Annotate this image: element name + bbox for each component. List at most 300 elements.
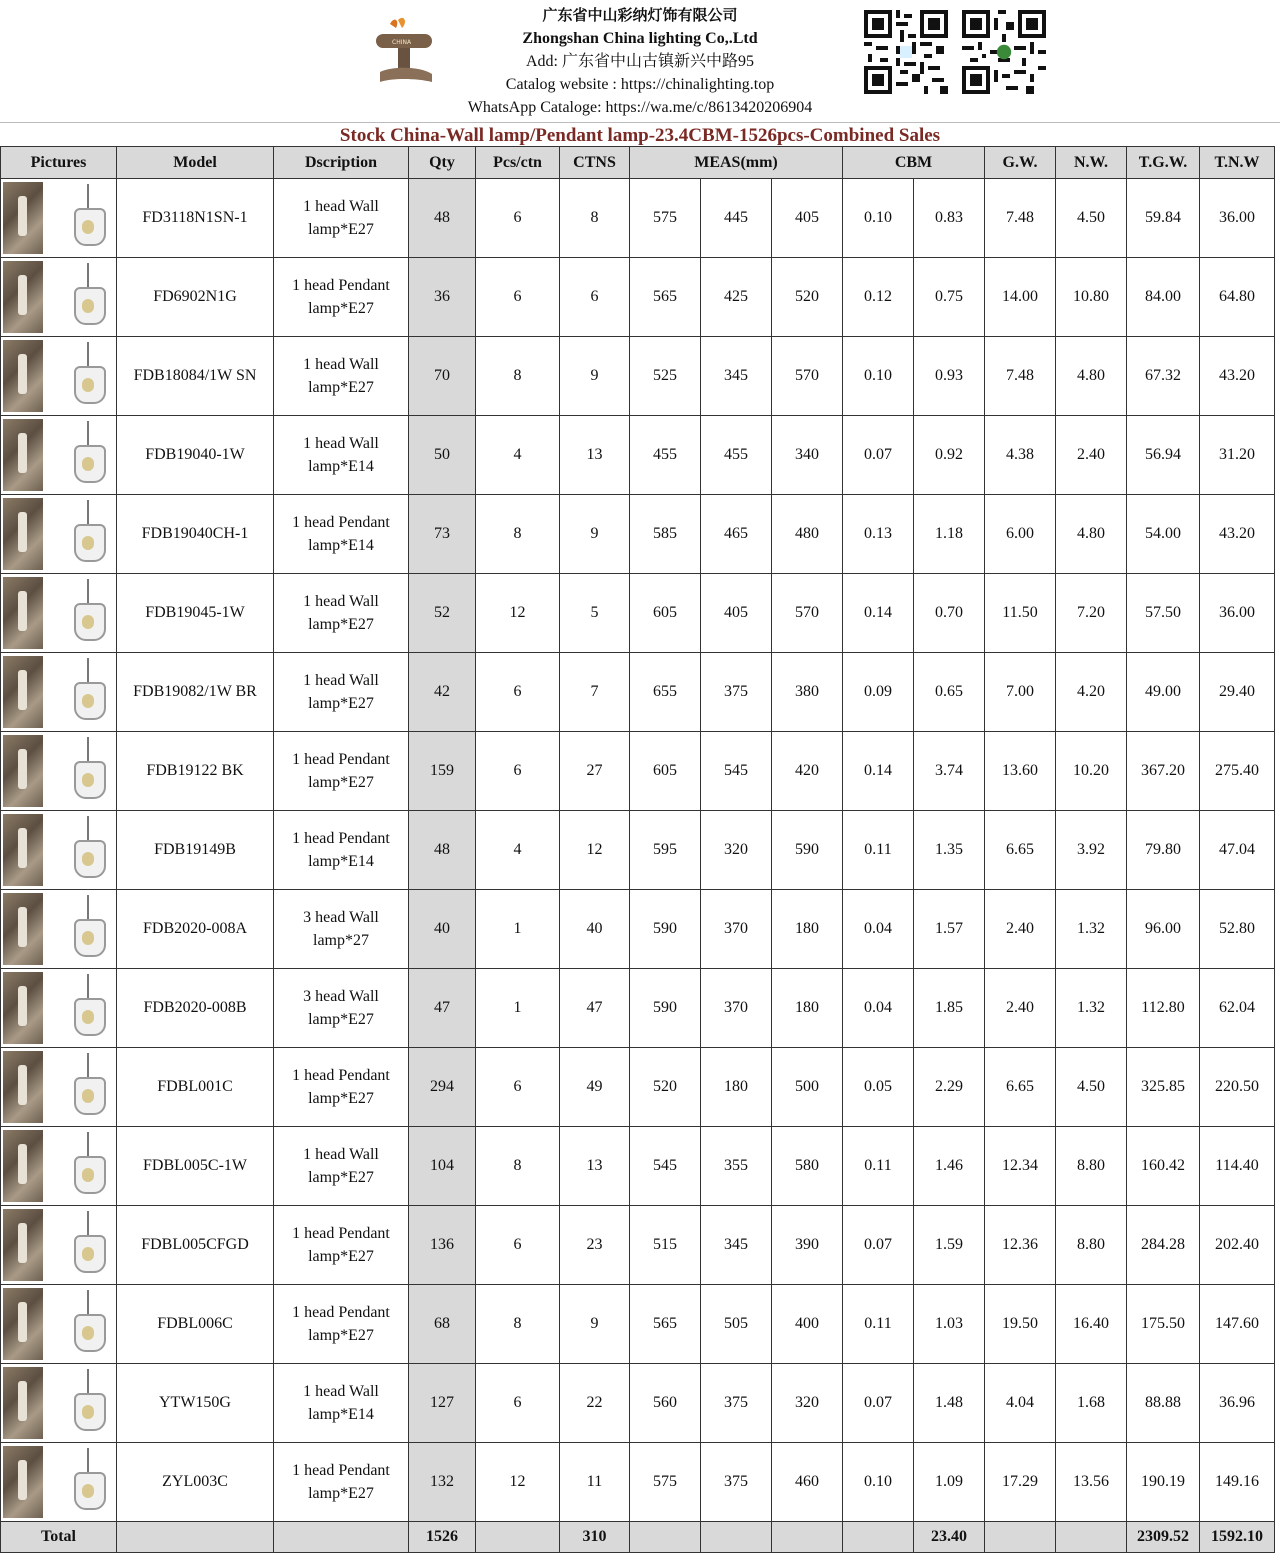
ctns-cell: 12 xyxy=(560,811,630,890)
ctns-cell: 5 xyxy=(560,574,630,653)
meas-width-cell: 375 xyxy=(701,1443,772,1522)
col-header-cbm: CBM xyxy=(843,147,985,179)
total-gross-weight-cell: 79.80 xyxy=(1127,811,1200,890)
catalog-website[interactable]: Catalog website : https://chinalighting.top xyxy=(505,76,775,93)
gross-weight-cell: 11.50 xyxy=(985,574,1056,653)
header-row xyxy=(1,147,1275,179)
qty-cell: 68 xyxy=(409,1285,476,1364)
description-line: lamp*E14 xyxy=(308,853,374,870)
net-weight-cell: 1.32 xyxy=(1056,890,1127,969)
model-cell: FDBL001C xyxy=(117,1048,274,1127)
col-header-ctns: CTNS xyxy=(560,147,630,179)
total-gross-weight-cell: 160.42 xyxy=(1127,1127,1200,1206)
description-line: lamp*E14 xyxy=(308,1406,374,1423)
description-cell xyxy=(274,1206,409,1285)
meas-height-cell: 340 xyxy=(772,416,843,495)
cbm-per-ctn-cell: 0.10 xyxy=(843,1443,914,1522)
description-line: lamp*27 xyxy=(313,932,369,949)
meas-width-cell: 405 xyxy=(701,574,772,653)
qty-cell: 159 xyxy=(409,732,476,811)
total-gross-weight-cell: 49.00 xyxy=(1127,653,1200,732)
table-row xyxy=(1,574,1275,653)
pictures-cell xyxy=(1,1285,117,1364)
description-line: 1 head Pendant xyxy=(292,1225,390,1242)
cbm-per-ctn-cell: 0.11 xyxy=(843,1285,914,1364)
cbm-total-cell: 1.57 xyxy=(914,890,985,969)
cbm-total-cell: 1.46 xyxy=(914,1127,985,1206)
ctns-cell: 9 xyxy=(560,1285,630,1364)
description-line: lamp*E27 xyxy=(308,1485,374,1502)
model-cell: FDBL005CFGD xyxy=(117,1206,274,1285)
ctns-cell: 9 xyxy=(560,495,630,574)
total-cbm: 23.40 xyxy=(914,1522,985,1553)
description-cell xyxy=(274,1127,409,1206)
table-row xyxy=(1,1048,1275,1127)
gross-weight-cell: 6.65 xyxy=(985,1048,1056,1127)
product-photo xyxy=(62,182,114,254)
net-weight-cell: 7.20 xyxy=(1056,574,1127,653)
gross-weight-cell: 7.00 xyxy=(985,653,1056,732)
pictures-cell xyxy=(1,811,117,890)
pcs-per-ctn-cell: 6 xyxy=(476,1364,560,1443)
meas-width-cell: 180 xyxy=(701,1048,772,1127)
cbm-total-cell: 1.48 xyxy=(914,1364,985,1443)
pictures-cell xyxy=(1,1127,117,1206)
cbm-per-ctn-cell: 0.04 xyxy=(843,890,914,969)
pcs-per-ctn-cell: 8 xyxy=(476,1127,560,1206)
qty-cell: 40 xyxy=(409,890,476,969)
description-cell xyxy=(274,1443,409,1522)
room-photo xyxy=(3,182,43,254)
product-photo xyxy=(62,1209,114,1281)
pcs-per-ctn-cell: 8 xyxy=(476,495,560,574)
meas-width-cell: 370 xyxy=(701,969,772,1048)
total-net-weight-cell: 31.20 xyxy=(1200,416,1275,495)
table-row xyxy=(1,258,1275,337)
col-header-description: Dscription xyxy=(274,147,409,179)
table-row xyxy=(1,890,1275,969)
meas-height-cell: 420 xyxy=(772,732,843,811)
table-row xyxy=(1,1364,1275,1443)
cbm-per-ctn-cell: 0.10 xyxy=(843,337,914,416)
room-photo xyxy=(3,340,43,412)
company-name-cn: 广东省中山彩纳灯饰有限公司 xyxy=(542,6,738,24)
total-label: Total xyxy=(1,1522,117,1553)
pcs-per-ctn-cell: 4 xyxy=(476,811,560,890)
room-photo xyxy=(3,656,43,728)
total-gross-weight-cell: 56.94 xyxy=(1127,416,1200,495)
room-photo xyxy=(3,893,43,965)
company-name-en: Zhongshan China lighting Co,.Ltd xyxy=(522,30,758,47)
description-line: 1 head Pendant xyxy=(292,1304,390,1321)
gross-weight-cell: 6.65 xyxy=(985,811,1056,890)
qty-cell: 50 xyxy=(409,416,476,495)
description-cell xyxy=(274,890,409,969)
cbm-total-cell: 0.93 xyxy=(914,337,985,416)
description-line: lamp*E27 xyxy=(308,1090,374,1107)
meas-length-cell: 575 xyxy=(630,1443,701,1522)
description-cell xyxy=(274,416,409,495)
description-line: lamp*E27 xyxy=(308,695,374,712)
whatsapp-catalog[interactable]: WhatsApp Cataloge: https://wa.me/c/8613420206904 xyxy=(467,99,813,116)
table-row xyxy=(1,495,1275,574)
description-line: 1 head Wall xyxy=(303,672,379,689)
meas-width-cell: 355 xyxy=(701,1127,772,1206)
total-net-weight-cell: 62.04 xyxy=(1200,969,1275,1048)
meas-height-cell: 320 xyxy=(772,1364,843,1443)
product-photo xyxy=(62,577,114,649)
col-header-tgw: T.G.W. xyxy=(1127,147,1200,179)
gross-weight-cell: 19.50 xyxy=(985,1285,1056,1364)
net-weight-cell: 4.80 xyxy=(1056,337,1127,416)
cbm-total-cell: 1.18 xyxy=(914,495,985,574)
model-cell: FDB19149B xyxy=(117,811,274,890)
total-net-weight-cell: 202.40 xyxy=(1200,1206,1275,1285)
gross-weight-cell: 6.00 xyxy=(985,495,1056,574)
cbm-per-ctn-cell: 0.07 xyxy=(843,1206,914,1285)
qty-cell: 42 xyxy=(409,653,476,732)
description-line: lamp*E27 xyxy=(308,221,374,238)
gross-weight-cell: 4.38 xyxy=(985,416,1056,495)
total-gross-weight-cell: 84.00 xyxy=(1127,258,1200,337)
col-header-gw: G.W. xyxy=(985,147,1056,179)
cbm-per-ctn-cell: 0.13 xyxy=(843,495,914,574)
pictures-cell xyxy=(1,1443,117,1522)
room-photo xyxy=(3,1367,43,1439)
cbm-total-cell: 0.65 xyxy=(914,653,985,732)
description-cell xyxy=(274,337,409,416)
meas-length-cell: 565 xyxy=(630,258,701,337)
net-weight-cell: 10.20 xyxy=(1056,732,1127,811)
cbm-per-ctn-cell: 0.10 xyxy=(843,179,914,258)
ctns-cell: 6 xyxy=(560,258,630,337)
meas-width-cell: 445 xyxy=(701,179,772,258)
total-net-weight-cell: 149.16 xyxy=(1200,1443,1275,1522)
room-photo xyxy=(3,498,43,570)
table-row xyxy=(1,1206,1275,1285)
product-photo xyxy=(62,1051,114,1123)
pictures-cell xyxy=(1,1048,117,1127)
total-gross-weight-cell: 175.50 xyxy=(1127,1285,1200,1364)
meas-width-cell: 345 xyxy=(701,1206,772,1285)
cbm-total-cell: 1.85 xyxy=(914,969,985,1048)
cbm-total-cell: 3.74 xyxy=(914,732,985,811)
qr-code-icon xyxy=(962,10,1046,94)
total-net-weight-cell: 36.00 xyxy=(1200,179,1275,258)
meas-width-cell: 345 xyxy=(701,337,772,416)
net-weight-cell: 3.92 xyxy=(1056,811,1127,890)
gross-weight-cell: 12.34 xyxy=(985,1127,1056,1206)
total-gross-weight-cell: 367.20 xyxy=(1127,732,1200,811)
total-ctns: 310 xyxy=(560,1522,630,1553)
ctns-cell: 9 xyxy=(560,337,630,416)
cbm-total-cell: 1.59 xyxy=(914,1206,985,1285)
gross-weight-cell: 2.40 xyxy=(985,969,1056,1048)
cbm-total-cell: 1.35 xyxy=(914,811,985,890)
total-net-weight-cell: 36.00 xyxy=(1200,574,1275,653)
sheet-title: Stock China-Wall lamp/Pendant lamp-23.4CBM-1526pcs-Combined Sales xyxy=(0,122,1280,147)
net-weight-cell: 13.56 xyxy=(1056,1443,1127,1522)
product-photo xyxy=(62,1367,114,1439)
total-net-weight-cell: 47.04 xyxy=(1200,811,1275,890)
cbm-per-ctn-cell: 0.05 xyxy=(843,1048,914,1127)
table-row xyxy=(1,337,1275,416)
room-photo xyxy=(3,1446,43,1518)
description-cell xyxy=(274,811,409,890)
room-photo xyxy=(3,735,43,807)
stock-table xyxy=(0,146,1275,1553)
ctns-cell: 13 xyxy=(560,416,630,495)
model-cell: FDBL006C xyxy=(117,1285,274,1364)
total-gross-weight-cell: 284.28 xyxy=(1127,1206,1200,1285)
pcs-per-ctn-cell: 6 xyxy=(476,179,560,258)
total-gross-weight-cell: 54.00 xyxy=(1127,495,1200,574)
gross-weight-cell: 7.48 xyxy=(985,337,1056,416)
cbm-per-ctn-cell: 0.14 xyxy=(843,574,914,653)
ctns-cell: 7 xyxy=(560,653,630,732)
product-photo xyxy=(62,1446,114,1518)
pcs-per-ctn-cell: 6 xyxy=(476,732,560,811)
description-cell xyxy=(274,1048,409,1127)
meas-height-cell: 390 xyxy=(772,1206,843,1285)
cbm-total-cell: 0.92 xyxy=(914,416,985,495)
qty-cell: 48 xyxy=(409,179,476,258)
description-cell xyxy=(274,1364,409,1443)
ctns-cell: 13 xyxy=(560,1127,630,1206)
description-line: 1 head Pendant xyxy=(292,514,390,531)
product-photo xyxy=(62,656,114,728)
total-net-weight-cell: 29.40 xyxy=(1200,653,1275,732)
pcs-per-ctn-cell: 8 xyxy=(476,337,560,416)
gross-weight-cell: 12.36 xyxy=(985,1206,1056,1285)
total-net-weight-cell: 64.80 xyxy=(1200,258,1275,337)
table-row xyxy=(1,1285,1275,1364)
description-line: 1 head Pendant xyxy=(292,830,390,847)
meas-length-cell: 520 xyxy=(630,1048,701,1127)
product-photo xyxy=(62,814,114,886)
pictures-cell xyxy=(1,1364,117,1443)
qty-cell: 52 xyxy=(409,574,476,653)
description-line: lamp*E27 xyxy=(308,774,374,791)
pcs-per-ctn-cell: 6 xyxy=(476,1206,560,1285)
pcs-per-ctn-cell: 4 xyxy=(476,416,560,495)
gross-weight-cell: 4.04 xyxy=(985,1364,1056,1443)
total-row xyxy=(1,1522,1275,1553)
product-photo xyxy=(62,340,114,412)
description-cell xyxy=(274,179,409,258)
pictures-cell xyxy=(1,890,117,969)
description-line: lamp*E27 xyxy=(308,300,374,317)
net-weight-cell: 10.80 xyxy=(1056,258,1127,337)
model-cell: FD6902N1G xyxy=(117,258,274,337)
meas-width-cell: 425 xyxy=(701,258,772,337)
meas-height-cell: 460 xyxy=(772,1443,843,1522)
total-gross-weight-cell: 57.50 xyxy=(1127,574,1200,653)
meas-length-cell: 605 xyxy=(630,732,701,811)
meas-length-cell: 585 xyxy=(630,495,701,574)
col-header-pictures: Pictures xyxy=(1,147,117,179)
description-line: 1 head Wall xyxy=(303,435,379,452)
description-line: lamp*E14 xyxy=(308,458,374,475)
cbm-per-ctn-cell: 0.14 xyxy=(843,732,914,811)
net-weight-cell: 8.80 xyxy=(1056,1206,1127,1285)
description-line: 1 head Wall xyxy=(303,593,379,610)
qty-cell: 136 xyxy=(409,1206,476,1285)
description-line: lamp*E27 xyxy=(308,1327,374,1344)
meas-width-cell: 545 xyxy=(701,732,772,811)
meas-width-cell: 320 xyxy=(701,811,772,890)
qty-cell: 70 xyxy=(409,337,476,416)
room-photo xyxy=(3,261,43,333)
total-net-weight-cell: 114.40 xyxy=(1200,1127,1275,1206)
meas-length-cell: 560 xyxy=(630,1364,701,1443)
qty-cell: 132 xyxy=(409,1443,476,1522)
total-net-weight-cell: 220.50 xyxy=(1200,1048,1275,1127)
gross-weight-cell: 13.60 xyxy=(985,732,1056,811)
model-cell: ZYL003C xyxy=(117,1443,274,1522)
ctns-cell: 47 xyxy=(560,969,630,1048)
description-line: 1 head Wall xyxy=(303,198,379,215)
total-gross-weight-cell: 325.85 xyxy=(1127,1048,1200,1127)
table-row xyxy=(1,1443,1275,1522)
meas-length-cell: 595 xyxy=(630,811,701,890)
ctns-cell: 8 xyxy=(560,179,630,258)
model-cell: FDB19082/1W BR xyxy=(117,653,274,732)
cbm-total-cell: 0.70 xyxy=(914,574,985,653)
description-line: lamp*E27 xyxy=(308,1169,374,1186)
pcs-per-ctn-cell: 12 xyxy=(476,1443,560,1522)
meas-height-cell: 180 xyxy=(772,969,843,1048)
model-cell: FDBL005C-1W xyxy=(117,1127,274,1206)
cbm-total-cell: 0.83 xyxy=(914,179,985,258)
cbm-per-ctn-cell: 0.07 xyxy=(843,416,914,495)
meas-width-cell: 370 xyxy=(701,890,772,969)
meas-length-cell: 655 xyxy=(630,653,701,732)
room-photo xyxy=(3,1130,43,1202)
pictures-cell xyxy=(1,1206,117,1285)
qty-cell: 36 xyxy=(409,258,476,337)
table-row xyxy=(1,732,1275,811)
room-photo xyxy=(3,972,43,1044)
col-header-nw: N.W. xyxy=(1056,147,1127,179)
pcs-per-ctn-cell: 1 xyxy=(476,890,560,969)
description-line: 3 head Wall xyxy=(303,909,379,926)
meas-length-cell: 545 xyxy=(630,1127,701,1206)
cbm-per-ctn-cell: 0.04 xyxy=(843,969,914,1048)
meas-length-cell: 525 xyxy=(630,337,701,416)
company-address: Add: 广东省中山古镇新兴中路95 xyxy=(525,53,754,70)
pcs-per-ctn-cell: 12 xyxy=(476,574,560,653)
cbm-per-ctn-cell: 0.12 xyxy=(843,258,914,337)
product-photo xyxy=(62,1288,114,1360)
ctns-cell: 27 xyxy=(560,732,630,811)
meas-height-cell: 520 xyxy=(772,258,843,337)
product-photo xyxy=(62,498,114,570)
description-cell xyxy=(274,732,409,811)
description-cell xyxy=(274,969,409,1048)
gross-weight-cell: 7.48 xyxy=(985,179,1056,258)
net-weight-cell: 4.20 xyxy=(1056,653,1127,732)
table-row xyxy=(1,811,1275,890)
qty-cell: 294 xyxy=(409,1048,476,1127)
meas-height-cell: 480 xyxy=(772,495,843,574)
model-cell: FDB19040CH-1 xyxy=(117,495,274,574)
meas-width-cell: 465 xyxy=(701,495,772,574)
product-photo xyxy=(62,735,114,807)
description-line: lamp*E27 xyxy=(308,379,374,396)
gross-weight-cell: 14.00 xyxy=(985,258,1056,337)
cbm-total-cell: 1.03 xyxy=(914,1285,985,1364)
meas-width-cell: 375 xyxy=(701,1364,772,1443)
model-cell: FDB19122 BK xyxy=(117,732,274,811)
table-row xyxy=(1,1127,1275,1206)
meas-height-cell: 405 xyxy=(772,179,843,258)
pictures-cell xyxy=(1,732,117,811)
total-gross-weight-cell: 88.88 xyxy=(1127,1364,1200,1443)
table-row xyxy=(1,416,1275,495)
product-photo xyxy=(62,972,114,1044)
description-line: lamp*E27 xyxy=(308,616,374,633)
pictures-cell xyxy=(1,416,117,495)
room-photo xyxy=(3,814,43,886)
cbm-total-cell: 1.09 xyxy=(914,1443,985,1522)
model-cell: FDB2020-008B xyxy=(117,969,274,1048)
qty-cell: 48 xyxy=(409,811,476,890)
meas-width-cell: 375 xyxy=(701,653,772,732)
product-photo xyxy=(62,419,114,491)
ctns-cell: 22 xyxy=(560,1364,630,1443)
description-line: lamp*E27 xyxy=(308,1011,374,1028)
meas-width-cell: 505 xyxy=(701,1285,772,1364)
qty-cell: 73 xyxy=(409,495,476,574)
description-line: 1 head Pendant xyxy=(292,277,390,294)
net-weight-cell: 1.68 xyxy=(1056,1364,1127,1443)
ctns-cell: 49 xyxy=(560,1048,630,1127)
total-net-weight-cell: 43.20 xyxy=(1200,495,1275,574)
pictures-cell xyxy=(1,495,117,574)
description-line: 1 head Pendant xyxy=(292,751,390,768)
total-net-weight-cell: 36.96 xyxy=(1200,1364,1275,1443)
room-photo xyxy=(3,419,43,491)
meas-height-cell: 570 xyxy=(772,337,843,416)
net-weight-cell: 16.40 xyxy=(1056,1285,1127,1364)
cbm-total-cell: 0.75 xyxy=(914,258,985,337)
table-row xyxy=(1,653,1275,732)
table-row xyxy=(1,969,1275,1048)
col-header-model: Model xyxy=(117,147,274,179)
total-tgw: 2309.52 xyxy=(1127,1522,1200,1553)
meas-length-cell: 590 xyxy=(630,969,701,1048)
room-photo xyxy=(3,1051,43,1123)
letterhead xyxy=(0,0,1280,122)
description-line: 1 head Wall xyxy=(303,1146,379,1163)
table-row xyxy=(1,179,1275,258)
net-weight-cell: 4.80 xyxy=(1056,495,1127,574)
meas-length-cell: 565 xyxy=(630,1285,701,1364)
product-photo xyxy=(62,893,114,965)
model-cell: FDB2020-008A xyxy=(117,890,274,969)
product-photo xyxy=(62,261,114,333)
net-weight-cell: 2.40 xyxy=(1056,416,1127,495)
total-net-weight-cell: 43.20 xyxy=(1200,337,1275,416)
pcs-per-ctn-cell: 8 xyxy=(476,1285,560,1364)
total-net-weight-cell: 275.40 xyxy=(1200,732,1275,811)
qty-cell: 127 xyxy=(409,1364,476,1443)
pcs-per-ctn-cell: 6 xyxy=(476,653,560,732)
meas-height-cell: 590 xyxy=(772,811,843,890)
qty-cell: 47 xyxy=(409,969,476,1048)
meas-height-cell: 380 xyxy=(772,653,843,732)
